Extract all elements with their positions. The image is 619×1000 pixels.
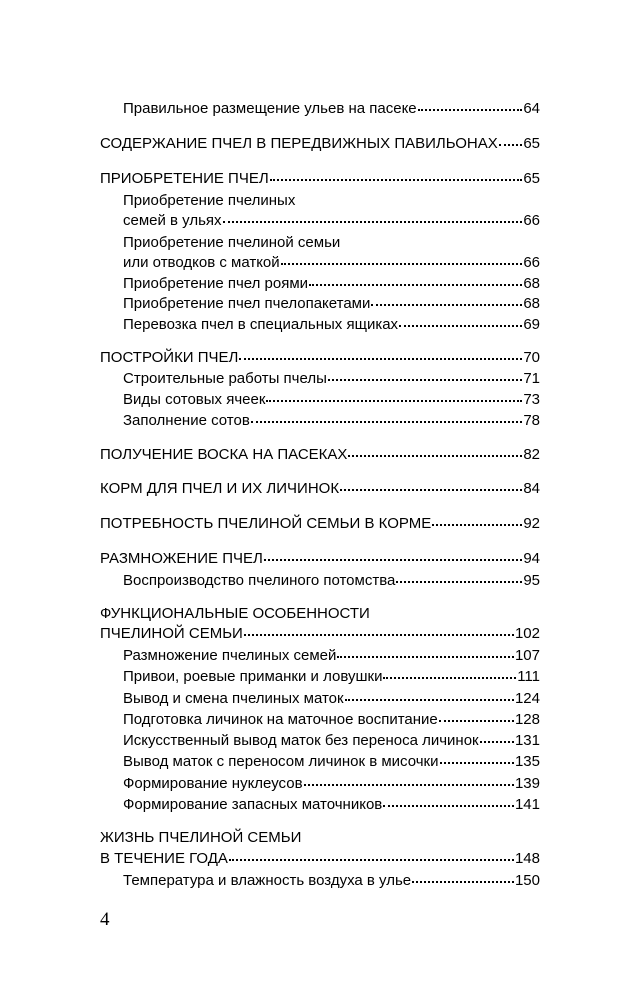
- toc-entry-title: Заполнение сотов: [123, 412, 250, 429]
- toc-entry-page: 78: [523, 412, 540, 429]
- toc-entry-title: Искусственный вывод маток без переноса личинок: [123, 732, 479, 749]
- toc-subsection-entry: [123, 667, 540, 687]
- toc-entry-title: Строительные работы пчелы: [123, 370, 327, 387]
- toc-entry-page: 94: [523, 550, 540, 567]
- toc-section-entry: [100, 479, 540, 499]
- toc-subsection-entry: [123, 571, 540, 591]
- dot-leader: [480, 731, 514, 745]
- dot-leader: [499, 134, 523, 148]
- dot-leader: [270, 169, 523, 183]
- toc-section-entry: [100, 624, 540, 644]
- toc-subsection-entry: [123, 774, 540, 794]
- toc-entry-title: ПОЛУЧЕНИЕ ВОСКА НА ПАСЕКАХ: [100, 446, 348, 463]
- dot-leader: [412, 871, 514, 885]
- toc-subsection-entry: [123, 315, 540, 335]
- toc-entry-page: 84: [523, 480, 540, 497]
- dot-leader: [432, 514, 522, 528]
- toc-subsection-entry: [123, 233, 540, 253]
- toc-entry-page: 107: [514, 647, 540, 664]
- toc-entry-page: 139: [514, 775, 540, 792]
- toc-entry-page: 128: [514, 711, 540, 728]
- page-number: 4: [100, 909, 110, 930]
- toc-subsection-entry: [123, 369, 540, 389]
- toc-entry-title: Размножение пчелиных семей: [123, 647, 337, 664]
- dot-leader: [399, 315, 522, 329]
- toc-subsection-entry: [123, 99, 540, 119]
- toc-section-entry: [100, 169, 540, 189]
- toc-entry-title: КОРМ ДЛЯ ПЧЕЛ И ИХ ЛИЧИНОК: [100, 480, 340, 497]
- toc-entry-title: ПОТРЕБНОСТЬ ПЧЕЛИНОЙ СЕМЬИ В КОРМЕ: [100, 515, 432, 532]
- toc-entry-title: В ТЕЧЕНИЕ ГОДА: [100, 850, 228, 867]
- dot-leader: [371, 294, 522, 308]
- toc-entry-title: СОДЕРЖАНИЕ ПЧЕЛ В ПЕРЕДВИЖНЫХ ПАВИЛЬОНАХ: [100, 135, 498, 152]
- toc-subsection-entry: [123, 211, 540, 231]
- toc-entry-page: 131: [514, 732, 540, 749]
- dot-leader: [229, 849, 514, 863]
- toc-entry-title: ФУНКЦИОНАЛЬНЫЕ ОСОБЕННОСТИ: [100, 605, 370, 622]
- toc-section-entry: [100, 445, 540, 465]
- dot-leader: [396, 571, 522, 585]
- dot-leader: [383, 795, 514, 809]
- toc-entry-page: 65: [523, 170, 540, 187]
- toc-entry-page: 70: [523, 349, 540, 366]
- dot-leader: [439, 710, 514, 724]
- dot-leader: [337, 646, 514, 660]
- toc-entry-title: Виды сотовых ячеек: [123, 391, 266, 408]
- toc-entry-page: 69: [523, 316, 540, 333]
- toc-entry-title: Воспроизводство пчелиного потомства: [123, 572, 396, 589]
- toc-entry-page: 102: [514, 625, 540, 642]
- toc-entry-page: 150: [514, 872, 540, 889]
- dot-leader: [244, 624, 514, 638]
- toc-subsection-entry: [123, 689, 540, 709]
- dot-leader: [304, 774, 514, 788]
- toc-entry-page: 73: [523, 391, 540, 408]
- toc-entry-page: 95: [523, 572, 540, 589]
- toc-subsection-entry: [123, 253, 540, 273]
- toc-section-entry: [100, 514, 540, 534]
- toc-entry-title: Формирование нуклеусов: [123, 775, 303, 792]
- toc-subsection-entry: [123, 274, 540, 294]
- dot-leader: [239, 348, 522, 362]
- toc-entry-page: 66: [523, 212, 540, 229]
- toc-entry-page: 111: [517, 668, 540, 685]
- toc-section-entry: [100, 828, 540, 848]
- toc-subsection-entry: [123, 871, 540, 891]
- dot-leader: [440, 752, 514, 766]
- dot-leader: [418, 99, 523, 113]
- toc-entry-title: Температура и влажность воздуха в улье: [123, 872, 412, 889]
- toc-subsection-entry: [123, 795, 540, 815]
- toc-entry-page: 82: [523, 446, 540, 463]
- dot-leader: [251, 411, 523, 425]
- toc-entry-title: ПОСТРОЙКИ ПЧЕЛ: [100, 349, 239, 366]
- toc-entry-title: Привои, роевые приманки и ловушки: [123, 668, 383, 685]
- toc-entry-title: Вывод и смена пчелиных маток: [123, 690, 344, 707]
- dot-leader: [264, 549, 522, 563]
- toc-entry-page: 64: [523, 100, 540, 117]
- dot-leader: [328, 369, 522, 383]
- toc-subsection-entry: [123, 752, 540, 772]
- toc-entry-title: Приобретение пчел пчелопакетами: [123, 295, 371, 312]
- toc-subsection-entry: [123, 411, 540, 431]
- toc-subsection-entry: [123, 294, 540, 314]
- toc-section-entry: [100, 134, 540, 154]
- toc-entry-page: 92: [523, 515, 540, 532]
- toc-entry-page: 148: [514, 850, 540, 867]
- dot-leader: [281, 253, 523, 267]
- toc-subsection-entry: [123, 731, 540, 751]
- toc-section-entry: [100, 604, 540, 624]
- toc-entry-title: Подготовка личинок на маточное воспитание: [123, 711, 438, 728]
- toc-entry-title: Правильное размещение ульев на пасеке: [123, 100, 417, 117]
- dot-leader: [309, 274, 522, 288]
- toc-entry-title: Приобретение пчелиных: [123, 192, 296, 209]
- toc-entry-title: Приобретение пчел роями: [123, 275, 309, 292]
- toc-section-entry: [100, 348, 540, 368]
- toc-entry-title: ПЧЕЛИНОЙ СЕМЬИ: [100, 625, 243, 642]
- toc-entry-page: 71: [523, 370, 540, 387]
- dot-leader: [345, 689, 514, 703]
- toc-entry-page: 135: [514, 753, 540, 770]
- toc-entry-title: семей в ульях: [123, 212, 222, 229]
- toc-entry-title: ЖИЗНЬ ПЧЕЛИНОЙ СЕМЬИ: [100, 829, 302, 846]
- toc-entry-title: Приобретение пчелиной семьи: [123, 234, 341, 251]
- toc-entry-page: 68: [523, 295, 540, 312]
- toc-entry-page: 124: [514, 690, 540, 707]
- toc-entry-page: 68: [523, 275, 540, 292]
- toc-entry-title: Формирование запасных маточников: [123, 796, 383, 813]
- dot-leader: [383, 667, 516, 681]
- toc-subsection-entry: [123, 191, 540, 211]
- toc-entry-title: Вывод маток с переносом личинок в мисочки: [123, 753, 439, 770]
- toc-entry-page: 141: [514, 796, 540, 813]
- dot-leader: [266, 390, 522, 404]
- toc-entry-page: 66: [523, 254, 540, 271]
- toc-subsection-entry: [123, 390, 540, 410]
- toc-subsection-entry: [123, 710, 540, 730]
- toc-entry-title: РАЗМНОЖЕНИЕ ПЧЕЛ: [100, 550, 263, 567]
- dot-leader: [223, 211, 523, 225]
- dot-leader: [348, 445, 522, 459]
- toc-subsection-entry: [123, 646, 540, 666]
- toc-entry-title: ПРИОБРЕТЕНИЕ ПЧЕЛ: [100, 170, 269, 187]
- toc-entry-page: 65: [523, 135, 540, 152]
- toc-entry-title: или отводков с маткой: [123, 254, 280, 271]
- toc-section-entry: [100, 549, 540, 569]
- dot-leader: [340, 479, 522, 493]
- toc-section-entry: [100, 849, 540, 869]
- toc-entry-title: Перевозка пчел в специальных ящиках: [123, 316, 399, 333]
